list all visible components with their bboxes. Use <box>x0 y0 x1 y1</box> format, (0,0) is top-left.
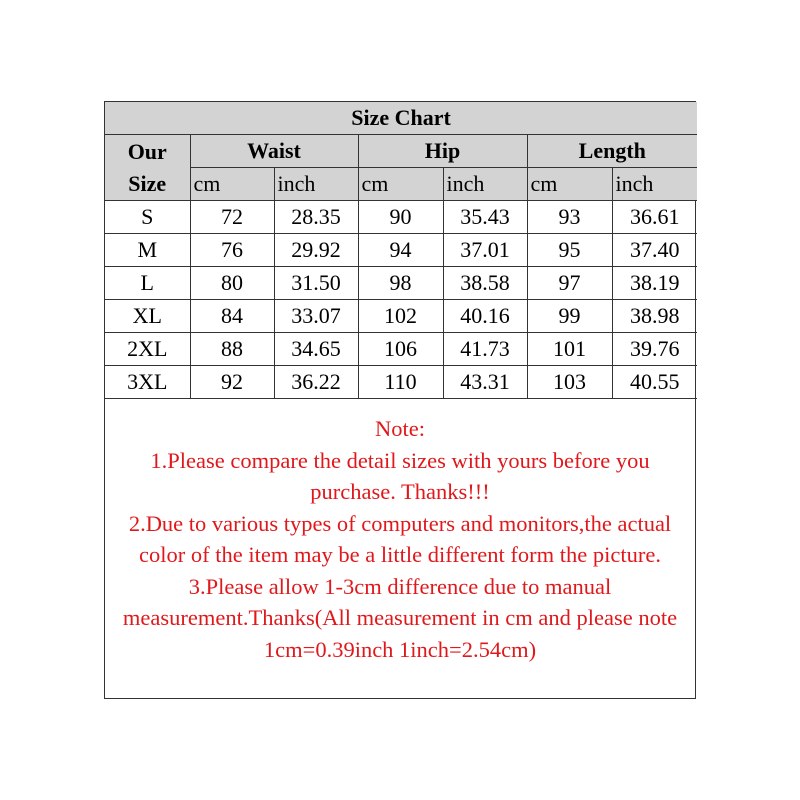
table-cell: 35.43 <box>443 201 527 234</box>
table-title: Size Chart <box>105 102 697 135</box>
table-cell: 41.73 <box>443 333 527 366</box>
table-cell: 38.58 <box>443 267 527 300</box>
unit-header-row <box>105 168 697 201</box>
table-cell: 38.98 <box>612 300 697 333</box>
table-cell: 97 <box>527 267 612 300</box>
table-row <box>105 267 697 300</box>
table-cell: 34.65 <box>274 333 358 366</box>
notes-section <box>105 399 695 698</box>
table-cell: 43.31 <box>443 366 527 399</box>
hip-header: Hip <box>358 135 527 168</box>
size-table <box>105 102 697 399</box>
unit-header: inch <box>274 168 358 201</box>
size-label-cell: 3XL <box>105 366 190 399</box>
size-label-cell: M <box>105 234 190 267</box>
table-cell: 80 <box>190 267 274 300</box>
table-cell: 84 <box>190 300 274 333</box>
table-row <box>105 333 697 366</box>
size-column-header <box>105 135 190 201</box>
table-cell: 106 <box>358 333 443 366</box>
unit-header: cm <box>527 168 612 201</box>
table-row <box>105 234 697 267</box>
table-cell: 39.76 <box>612 333 697 366</box>
unit-header: inch <box>612 168 697 201</box>
table-cell: 28.35 <box>274 201 358 234</box>
table-cell: 88 <box>190 333 274 366</box>
note-item-3: 3.Please allow 1-3cm difference due to manual measurement.Thanks(All measurement in cm and please note 1cm=0.39inch 1inch=2.54cm) <box>122 573 678 662</box>
title-row <box>105 102 697 135</box>
table-cell: 37.01 <box>443 234 527 267</box>
table-cell: 110 <box>358 366 443 399</box>
group-header-row <box>105 135 697 168</box>
size-label-cell: XL <box>105 300 190 333</box>
table-cell: 40.55 <box>612 366 697 399</box>
table-row <box>105 300 697 333</box>
table-cell: 38.19 <box>612 267 697 300</box>
size-chart <box>104 101 696 699</box>
table-cell: 92 <box>190 366 274 399</box>
size-header-line-2: Size <box>128 170 167 196</box>
length-header: Length <box>527 135 697 168</box>
table-cell: 98 <box>358 267 443 300</box>
table-cell: 93 <box>527 201 612 234</box>
table-cell: 40.16 <box>443 300 527 333</box>
table-cell: 31.50 <box>274 267 358 300</box>
unit-header: cm <box>190 168 274 201</box>
table-cell: 103 <box>527 366 612 399</box>
size-label-cell: L <box>105 267 190 300</box>
size-label-cell: S <box>105 201 190 234</box>
table-cell: 29.92 <box>274 234 358 267</box>
table-cell: 94 <box>358 234 443 267</box>
table-cell: 33.07 <box>274 300 358 333</box>
note-item-1: 1.Please compare the detail sizes with yours before you purchase. Thanks!!! <box>150 447 650 504</box>
table-row <box>105 201 697 234</box>
table-cell: 101 <box>527 333 612 366</box>
table-cell: 36.22 <box>274 366 358 399</box>
size-rows <box>105 201 697 399</box>
table-cell: 90 <box>358 201 443 234</box>
table-cell: 95 <box>527 234 612 267</box>
table-cell: 102 <box>358 300 443 333</box>
waist-header: Waist <box>190 135 358 168</box>
table-cell: 76 <box>190 234 274 267</box>
table-cell: 99 <box>527 300 612 333</box>
table-cell: 72 <box>190 201 274 234</box>
table-cell: 37.40 <box>612 234 697 267</box>
size-label-cell: 2XL <box>105 333 190 366</box>
size-header-line-1: Our <box>127 138 167 164</box>
unit-header: cm <box>358 168 443 201</box>
table-row <box>105 366 697 399</box>
notes-heading: Note: <box>375 416 425 441</box>
table-cell: 36.61 <box>612 201 697 234</box>
unit-header: inch <box>443 168 527 201</box>
note-item-2: 2.Due to various types of computers and monitors,the actual color of the item may be a little different form the picture. <box>128 510 672 567</box>
